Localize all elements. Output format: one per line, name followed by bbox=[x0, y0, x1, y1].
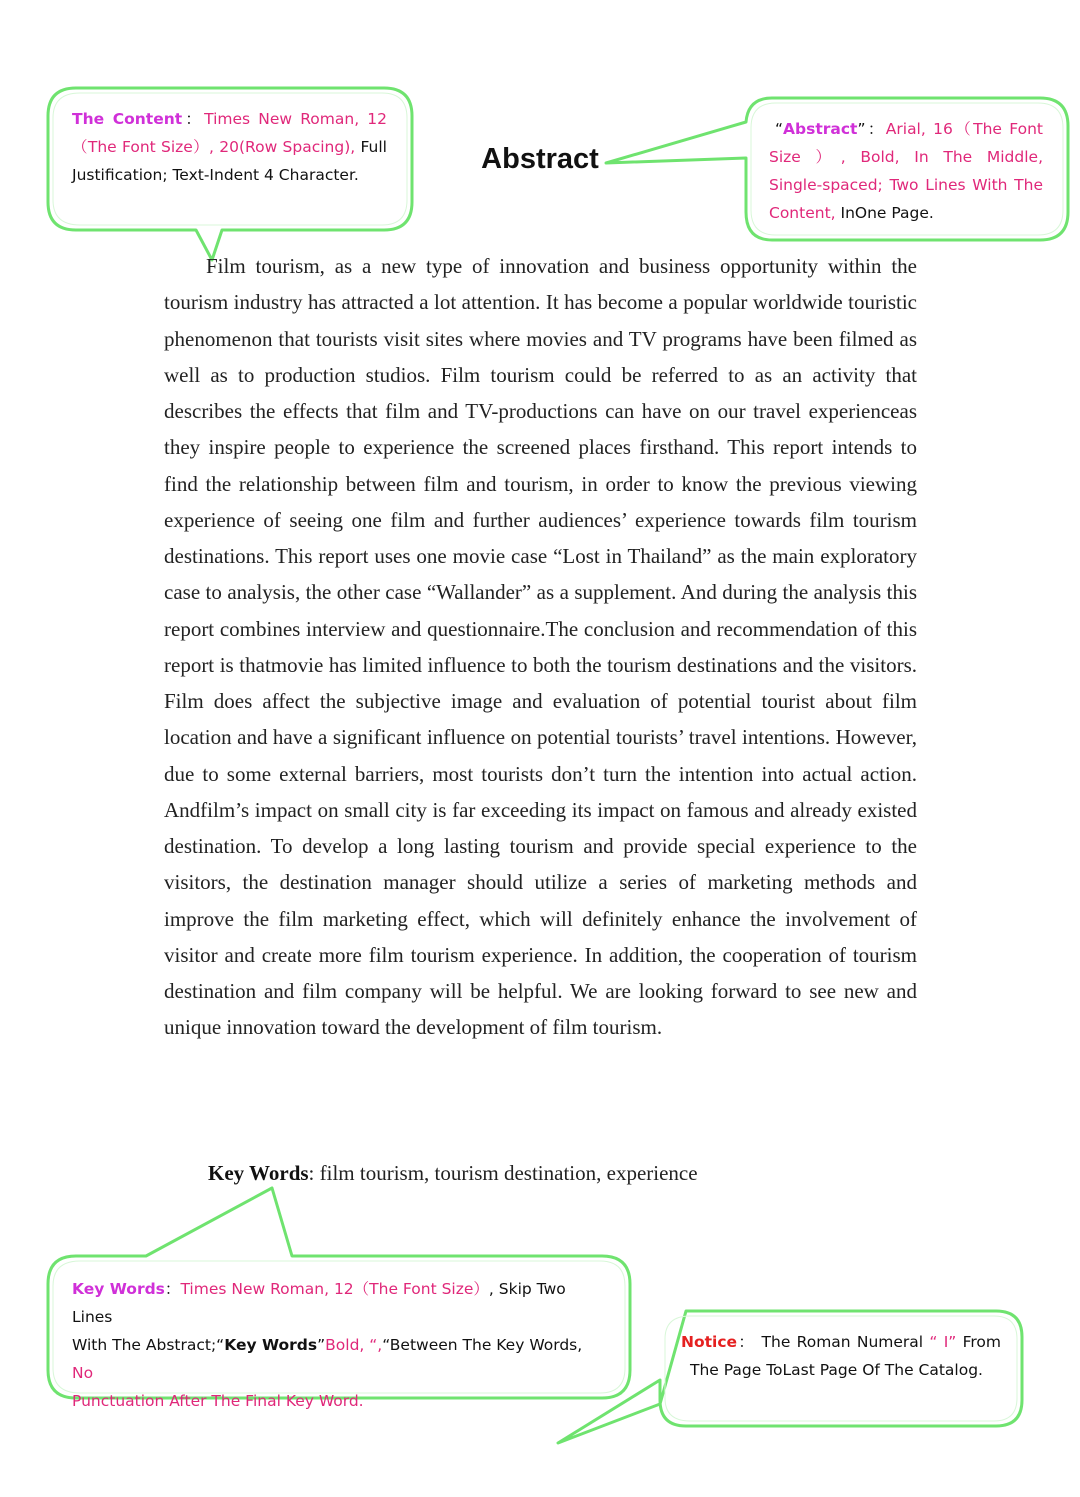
abstract-callout-close-quote: ”： bbox=[857, 120, 886, 138]
abstract-callout-font: Arial, 16（The Font bbox=[885, 120, 1043, 138]
content-callout-line-2 bbox=[72, 133, 387, 161]
content-callout-sep: ： bbox=[182, 110, 205, 128]
keywords-callout-sep: ： bbox=[164, 1280, 181, 1298]
content-callout-full: Full bbox=[360, 138, 387, 156]
content-callout-size: （The Font Size）, 20(Row Spacing), bbox=[72, 138, 356, 156]
keywords-callout-font: Times New Roman, 12（The Font Size） bbox=[180, 1280, 489, 1298]
keywords-callout-with: With The Abstract;“ bbox=[72, 1336, 225, 1354]
notice-callout-line-2: The Page ToLast Page Of The Catalog. bbox=[690, 1361, 983, 1379]
keywords-callout bbox=[72, 1275, 608, 1415]
keywords-callout-line-3: Punctuation After The Final Key Word. bbox=[72, 1392, 364, 1410]
keywords-line bbox=[208, 1156, 698, 1190]
keywords-callout-between: “Between The Key Words, bbox=[382, 1336, 583, 1354]
notice-callout bbox=[681, 1328, 1001, 1384]
content-callout-font: Times New Roman, 12 bbox=[204, 110, 387, 128]
keywords-callout-no: No bbox=[72, 1364, 94, 1382]
abstract-callout-one-page: InOne Page. bbox=[840, 204, 934, 222]
notice-callout-label: Notice bbox=[681, 1333, 738, 1351]
keywords-callout-quote: ” bbox=[317, 1336, 326, 1354]
abstract-callout-content: Content, bbox=[769, 204, 836, 222]
abstract-callout bbox=[769, 115, 1043, 227]
abstract-body: Film tourism, as a new type of innovation and business opportunity within the tourism industry has attracted a lot attention. It has become a popular worldwide touristic phenomenon that tourists visit sites where movies and TV programs have been filmed as well as to production studios. Film tourism could be referred to as an activity that describes the effects that film and TV-productions can have on our travel experienceas they inspire people to experience the screened places firsthand. This report intends to find the relationship between film and tourism, in order to know the previous viewing experience of seeing one film and further audiences’ experience towards film tourism destinations. This report uses one movie case “Lost in Thailand” as the main exploratory case to analysis, the other case “Wallander” as a supplement. And during the analysis this report combines interview and questionnaire.The conclusion and recommendation of this report is thatmovie has limited influence to both the tourism destinations and the visitors. Film does affect the subjective image and evaluation of potential tourist about film location and have a significant influence on potential tourists’ travel intentions. However, due to some external barriers, most tourists don’t turn the intention into actual action. Andfilm’s impact on small city is far exceeding its impact on famous and already existed destination. To develop a long lasting tourism and provide special experience to the visitors, the destination manager should utilize a series of marketing methods and improve the film marketing effect, which will definitely enhance the involvement of visitor and create more film tourism experience. In addition, the cooperation of tourism destination and film company will be helpful. We are looking forward to see new and unique innovation toward the development of film tourism. bbox=[164, 254, 917, 1040]
keywords-callout-label: Key Words bbox=[72, 1280, 165, 1298]
keywords-label: Key Words bbox=[208, 1161, 309, 1185]
keywords-callout-line-1 bbox=[72, 1275, 608, 1331]
notice-callout-line-1 bbox=[681, 1328, 1001, 1356]
content-callout-label: The Content bbox=[72, 110, 183, 128]
abstract-callout-line-3: Single-spaced; Two Lines With The bbox=[769, 176, 1043, 194]
abstract-callout-line-4 bbox=[769, 199, 1043, 227]
abstract-title: Abstract bbox=[481, 143, 599, 175]
notice-callout-sep: ： bbox=[737, 1333, 756, 1351]
notice-callout-numeral: “ I” bbox=[929, 1333, 957, 1351]
keywords-callout-bold-label: Key Words bbox=[224, 1336, 318, 1354]
content-callout-line-1 bbox=[72, 105, 387, 133]
abstract-callout-line-1 bbox=[769, 115, 1043, 143]
content-callout bbox=[72, 105, 387, 189]
abstract-callout-open-quote: “ bbox=[775, 120, 784, 138]
keywords-callout-bold: Bold, “, bbox=[325, 1336, 383, 1354]
abstract-callout-line-2: Size ）, Bold, In The Middle, bbox=[769, 148, 1043, 166]
notice-callout-roman: The Roman Numeral bbox=[761, 1333, 924, 1351]
content-callout-line-3: Justification; Text-Indent 4 Character. bbox=[72, 166, 359, 184]
keywords-value: : film tourism, tourism destination, experience bbox=[308, 1161, 698, 1185]
keywords-callout-line-2 bbox=[72, 1331, 608, 1387]
keywords-callout-skip: , Skip Two Lines bbox=[72, 1280, 566, 1326]
notice-callout-from: From bbox=[962, 1333, 1001, 1351]
abstract-callout-label: Abstract bbox=[783, 120, 858, 138]
